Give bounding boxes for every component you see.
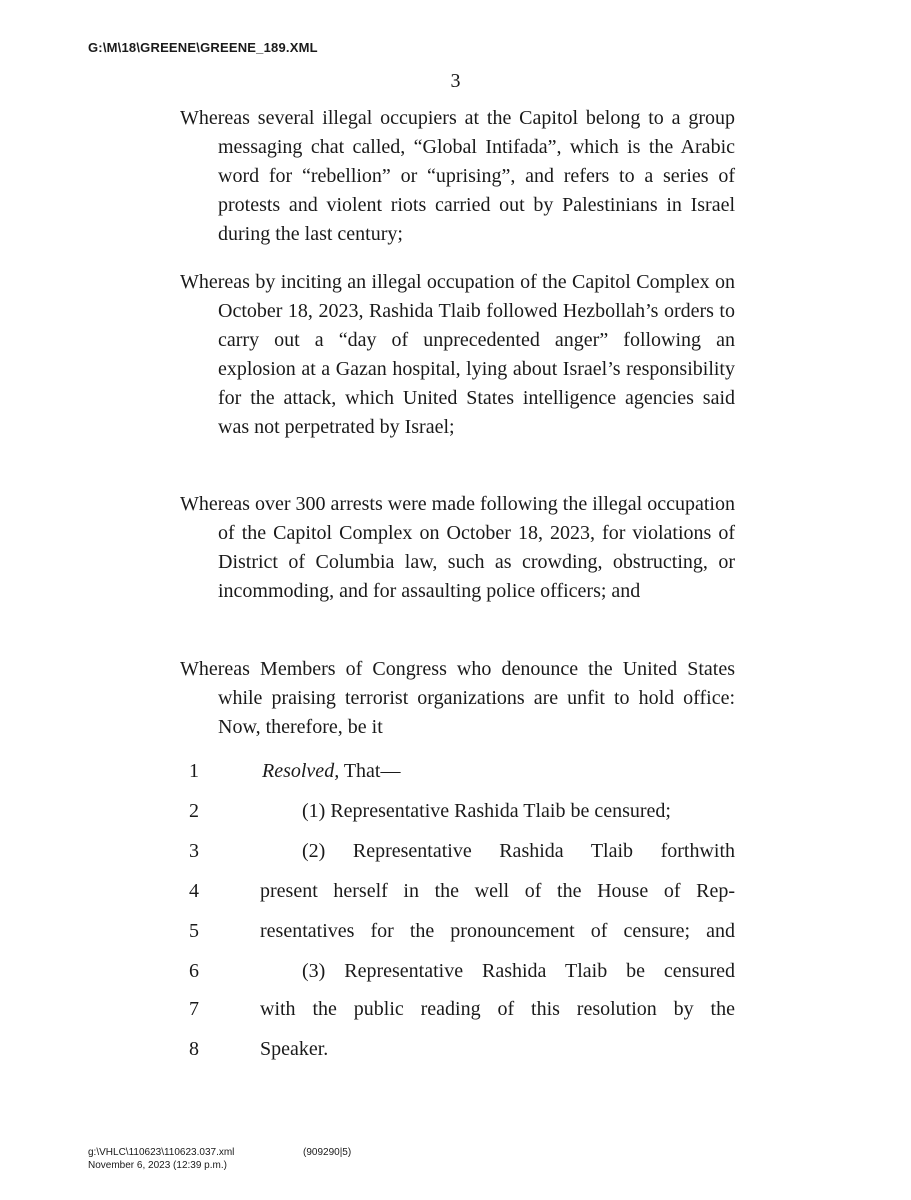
line-number: 6	[189, 960, 199, 982]
resolution-line-text: (2) Representative Rashida Tlaib forthwith	[302, 840, 735, 862]
resolved-word: Resolved,	[262, 760, 340, 782]
resolution-line	[0, 877, 911, 906]
line-number: 8	[189, 1038, 199, 1060]
resolution-line	[0, 1035, 911, 1064]
whereas-clause-2: Whereas by inciting an illegal occupation of the Capitol Complex on October 18, 2023, Rashida Tlaib followed Hezbollah’s orders to carry out a “day of unprecedented anger” following an explosion at a Gazan hospital, lying about Israel’s responsibility for the attack, which United States intelligence agencies said was not perpetrated by Israel;	[180, 271, 735, 438]
resolution-line	[0, 957, 911, 986]
resolution-line-text: present herself in the well of the House of Rep-	[260, 880, 735, 902]
line-number: 1	[189, 760, 199, 782]
line-number: 7	[189, 998, 199, 1020]
resolved-rest: That—	[339, 760, 401, 782]
resolution-line	[0, 837, 911, 866]
document-file-path: G:\M\18\GREENE\GREENE_189.XML	[88, 40, 318, 55]
resolution-line-text: (3) Representative Rashida Tlaib be censured	[302, 960, 735, 982]
whereas-clause-1: Whereas several illegal occupiers at the Capitol belong to a group messaging chat called, “Global Intifada”, which is the Arabic word for “rebellion” or “uprising”, and refers to a series of protests and violent riots carried out by Palestinians in Israel during the last century;	[180, 107, 735, 245]
resolved-clause	[262, 757, 737, 786]
line-number: 5	[189, 920, 199, 942]
footer-version-code: (909290|5)	[303, 1147, 352, 1158]
resolution-line	[0, 757, 911, 786]
footer-vhlc-path: g:\VHLC\110623\110623.037.xml	[88, 1147, 235, 1158]
page-number: 3	[450, 70, 461, 92]
resolution-line	[0, 917, 911, 946]
whereas-clause-4: Whereas Members of Congress who denounce the United States while praising terrorist organizations are unfit to hold office: Now, therefore, be it	[180, 658, 735, 738]
resolution-line	[0, 797, 911, 826]
line-number: 3	[189, 840, 199, 862]
document-footer	[88, 1146, 351, 1172]
resolution-line	[0, 995, 911, 1024]
line-number: 4	[189, 880, 199, 902]
resolution-line-text: (1) Representative Rashida Tlaib be censured;	[302, 800, 671, 822]
resolution-line-text: with the public reading of this resolution by the	[260, 998, 735, 1020]
whereas-clause-3: Whereas over 300 arrests were made following the illegal occupation of the Capitol Complex on October 18, 2023, for violations of District of Columbia law, such as crowding, obstructing, or incommoding, and for assaulting police officers; and	[180, 493, 735, 602]
resolution-line-text: resentatives for the pronouncement of censure; and	[260, 920, 735, 942]
footer-date: November 6, 2023 (12:39 p.m.)	[88, 1160, 227, 1171]
line-number: 2	[189, 800, 199, 822]
resolution-line-text: Speaker.	[260, 1038, 329, 1060]
